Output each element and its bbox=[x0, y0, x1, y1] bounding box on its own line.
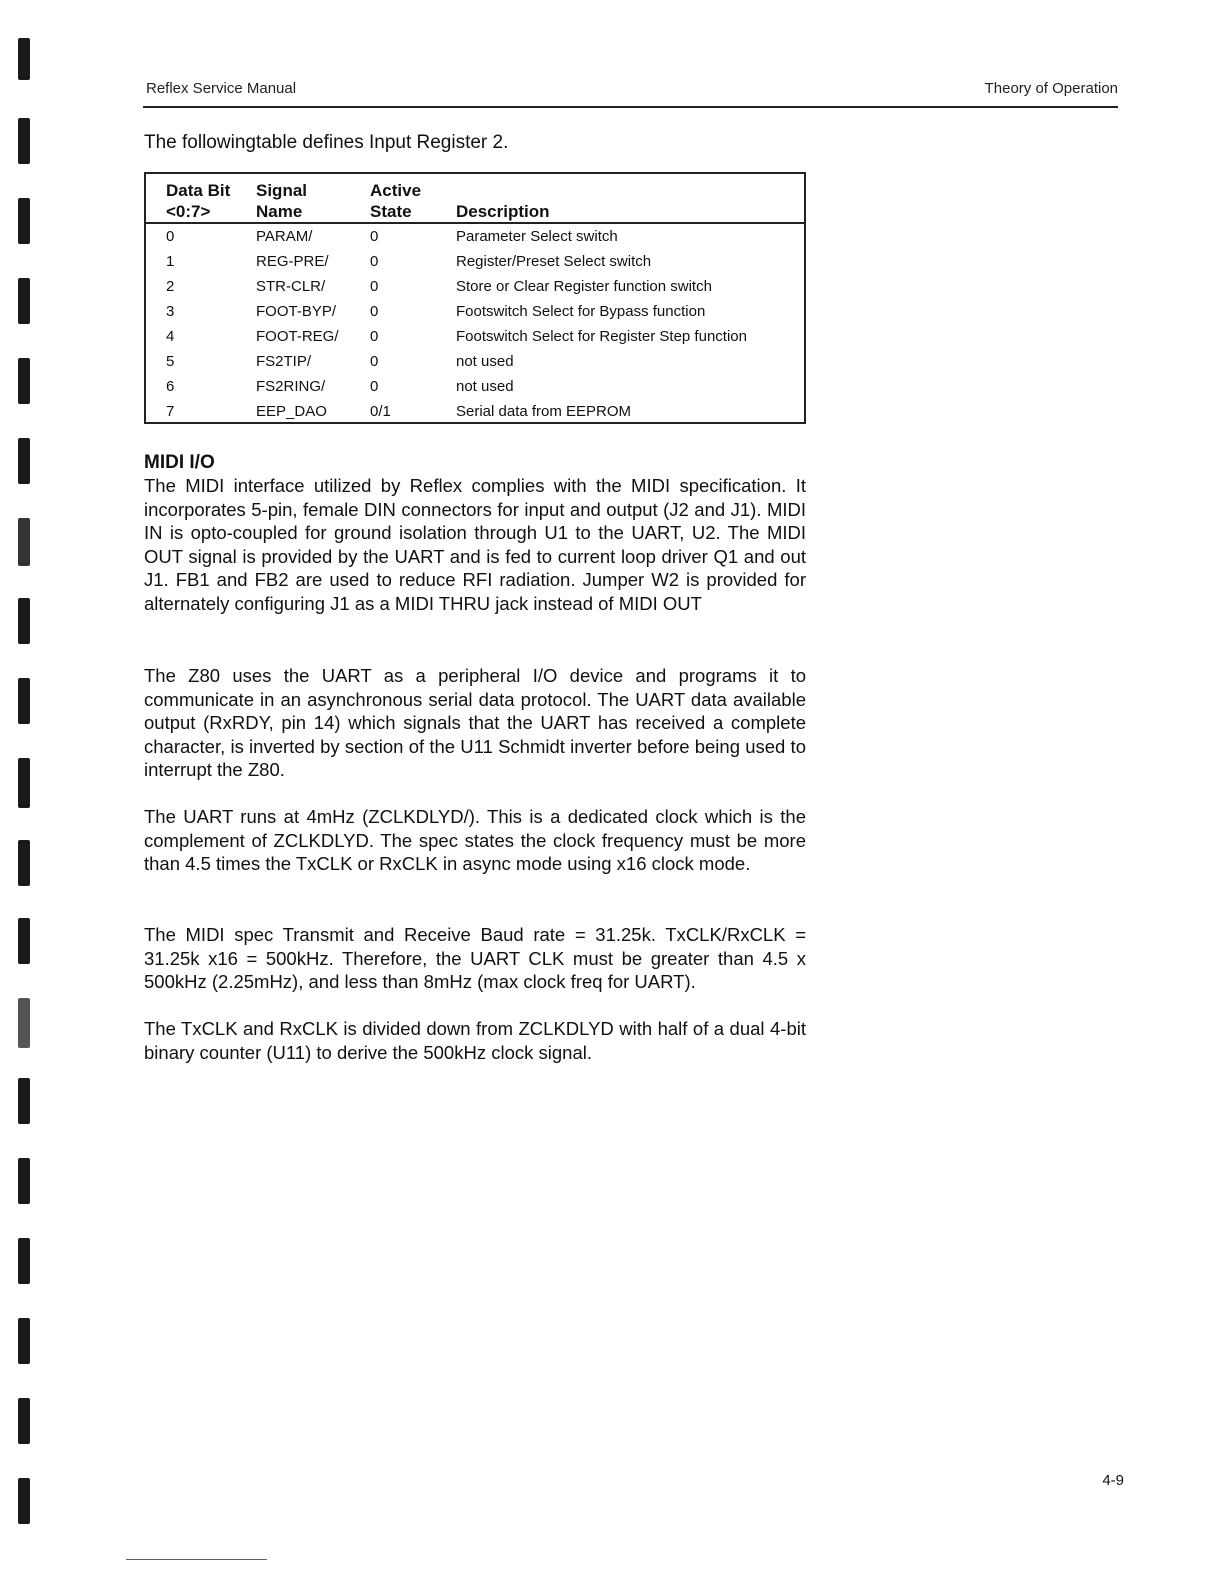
cell-state: 0 bbox=[370, 353, 379, 370]
cell-state: 0/1 bbox=[370, 403, 391, 420]
body-paragraph: The UART runs at 4mHz (ZCLKDLYD/). This is a dedicated clock which is the complement of ZCLKDLYD. The spec states the clock frequency must be more than 4.5 times the TxCLK or RxCLK in async mode using x16 clock mode. bbox=[144, 806, 806, 875]
cell-description: Footswitch Select for Register Step function bbox=[456, 328, 747, 345]
binder-mark bbox=[18, 1398, 30, 1444]
cell-state: 0 bbox=[370, 228, 379, 245]
cell-description: Parameter Select switch bbox=[456, 228, 618, 245]
binder-mark bbox=[18, 1318, 30, 1364]
binder-mark bbox=[18, 678, 30, 724]
binder-mark bbox=[18, 840, 30, 886]
cell-state: 0 bbox=[370, 328, 379, 345]
table-row bbox=[146, 399, 804, 424]
table-row bbox=[146, 324, 804, 349]
cell-bit: 6 bbox=[166, 378, 175, 395]
cell-signal: PARAM/ bbox=[256, 228, 313, 245]
binder-mark bbox=[18, 1078, 30, 1124]
cell-signal: REG-PRE/ bbox=[256, 253, 329, 270]
intro-sentence: The followingtable defines Input Register 2. bbox=[144, 132, 509, 153]
body-paragraph: The MIDI interface utilized by Reflex complies with the MIDI specification. It incorporates 5-pin, female DIN connectors for input and output (J2 and J1). MIDI IN is opto-coupled for ground isolation through U1 to the UART, U2. The MIDI OUT signal is provided by the UART and is fed to current loop driver Q1 and out J1. FB1 and FB2 are used to reduce RFI radiation. Jumper W2 is provided for alternately configuring J1 as a MIDI THRU jack instead of MIDI OUT bbox=[144, 475, 806, 614]
binder-mark bbox=[18, 1158, 30, 1204]
binder-mark bbox=[18, 598, 30, 644]
binder-mark bbox=[18, 118, 30, 164]
cell-state: 0 bbox=[370, 378, 379, 395]
header-rule bbox=[143, 106, 1118, 108]
cell-description: Register/Preset Select switch bbox=[456, 253, 652, 270]
cell-signal: STR-CLR/ bbox=[256, 278, 326, 295]
binder-mark bbox=[18, 1478, 30, 1524]
page-number: 4-9 bbox=[1102, 1472, 1124, 1489]
cell-state: 0 bbox=[370, 303, 379, 320]
table-row bbox=[146, 374, 804, 399]
cell-signal: FOOT-BYP/ bbox=[256, 303, 337, 320]
table-row bbox=[146, 224, 804, 249]
cell-signal: EEP_DAO bbox=[256, 403, 327, 420]
table-row bbox=[146, 249, 804, 274]
scan-edge-line bbox=[126, 1559, 267, 1560]
binder-mark bbox=[18, 518, 30, 566]
cell-signal: FS2RING/ bbox=[256, 378, 326, 395]
running-header-right: Theory of Operation bbox=[984, 80, 1118, 97]
cell-description: Footswitch Select for Bypass function bbox=[456, 303, 706, 320]
cell-description: Store or Clear Register function switch bbox=[456, 278, 712, 295]
header-description: Description bbox=[456, 202, 550, 221]
cell-signal: FS2TIP/ bbox=[256, 353, 312, 370]
table-row bbox=[146, 274, 804, 299]
table-row bbox=[146, 349, 804, 374]
binder-mark bbox=[18, 38, 30, 80]
body-paragraph: The MIDI spec Transmit and Receive Baud rate = 31.25k. TxCLK/RxCLK = 31.25k x16 = 500kHz. Therefore, the UART CLK must be greater than 4.5 x 500kHz (2.25mHz), and less than 8mHz (max clock freq for UART). bbox=[144, 924, 806, 993]
cell-description: Serial data from EEPROM bbox=[456, 403, 632, 420]
body-paragraph: The TxCLK and RxCLK is divided down from ZCLKDLYD with half of a dual 4-bit binary counter (U11) to derive the 500kHz clock signal. bbox=[144, 1018, 806, 1063]
cell-description: not used bbox=[456, 378, 514, 395]
cell-bit: 2 bbox=[166, 278, 175, 295]
binder-mark bbox=[18, 998, 30, 1048]
cell-state: 0 bbox=[370, 253, 379, 270]
header-data-bit: Data Bit <0:7> bbox=[166, 181, 231, 221]
cell-description: not used bbox=[456, 353, 514, 370]
cell-signal: FOOT-REG/ bbox=[256, 328, 339, 345]
binder-mark bbox=[18, 1238, 30, 1284]
body-paragraph: The Z80 uses the UART as a peripheral I/O device and programs it to communicate in an asynchronous serial data protocol. The UART data available output (RxRDY, pin 14) which signals that the UART has received a complete character, is inverted by section of the U11 Schmidt inverter before being used to interrupt the Z80. bbox=[144, 665, 806, 781]
cell-bit: 0 bbox=[166, 228, 175, 245]
binder-mark bbox=[18, 438, 30, 484]
binder-mark bbox=[18, 278, 30, 324]
binder-mark bbox=[18, 358, 30, 404]
running-header-left: Reflex Service Manual bbox=[146, 80, 297, 97]
binder-mark bbox=[18, 198, 30, 244]
cell-bit: 7 bbox=[166, 403, 175, 420]
table-header bbox=[146, 174, 804, 224]
section-heading: MIDI I/O bbox=[144, 452, 215, 473]
cell-state: 0 bbox=[370, 278, 379, 295]
cell-bit: 1 bbox=[166, 253, 175, 270]
cell-bit: 4 bbox=[166, 328, 175, 345]
header-active-state: Active State bbox=[370, 181, 422, 221]
cell-bit: 5 bbox=[166, 353, 175, 370]
input-register-table bbox=[144, 172, 806, 424]
table-row bbox=[146, 299, 804, 324]
cell-bit: 3 bbox=[166, 303, 175, 320]
header-signal-name: Signal Name bbox=[256, 181, 308, 221]
binder-mark bbox=[18, 918, 30, 964]
binder-mark bbox=[18, 758, 30, 808]
